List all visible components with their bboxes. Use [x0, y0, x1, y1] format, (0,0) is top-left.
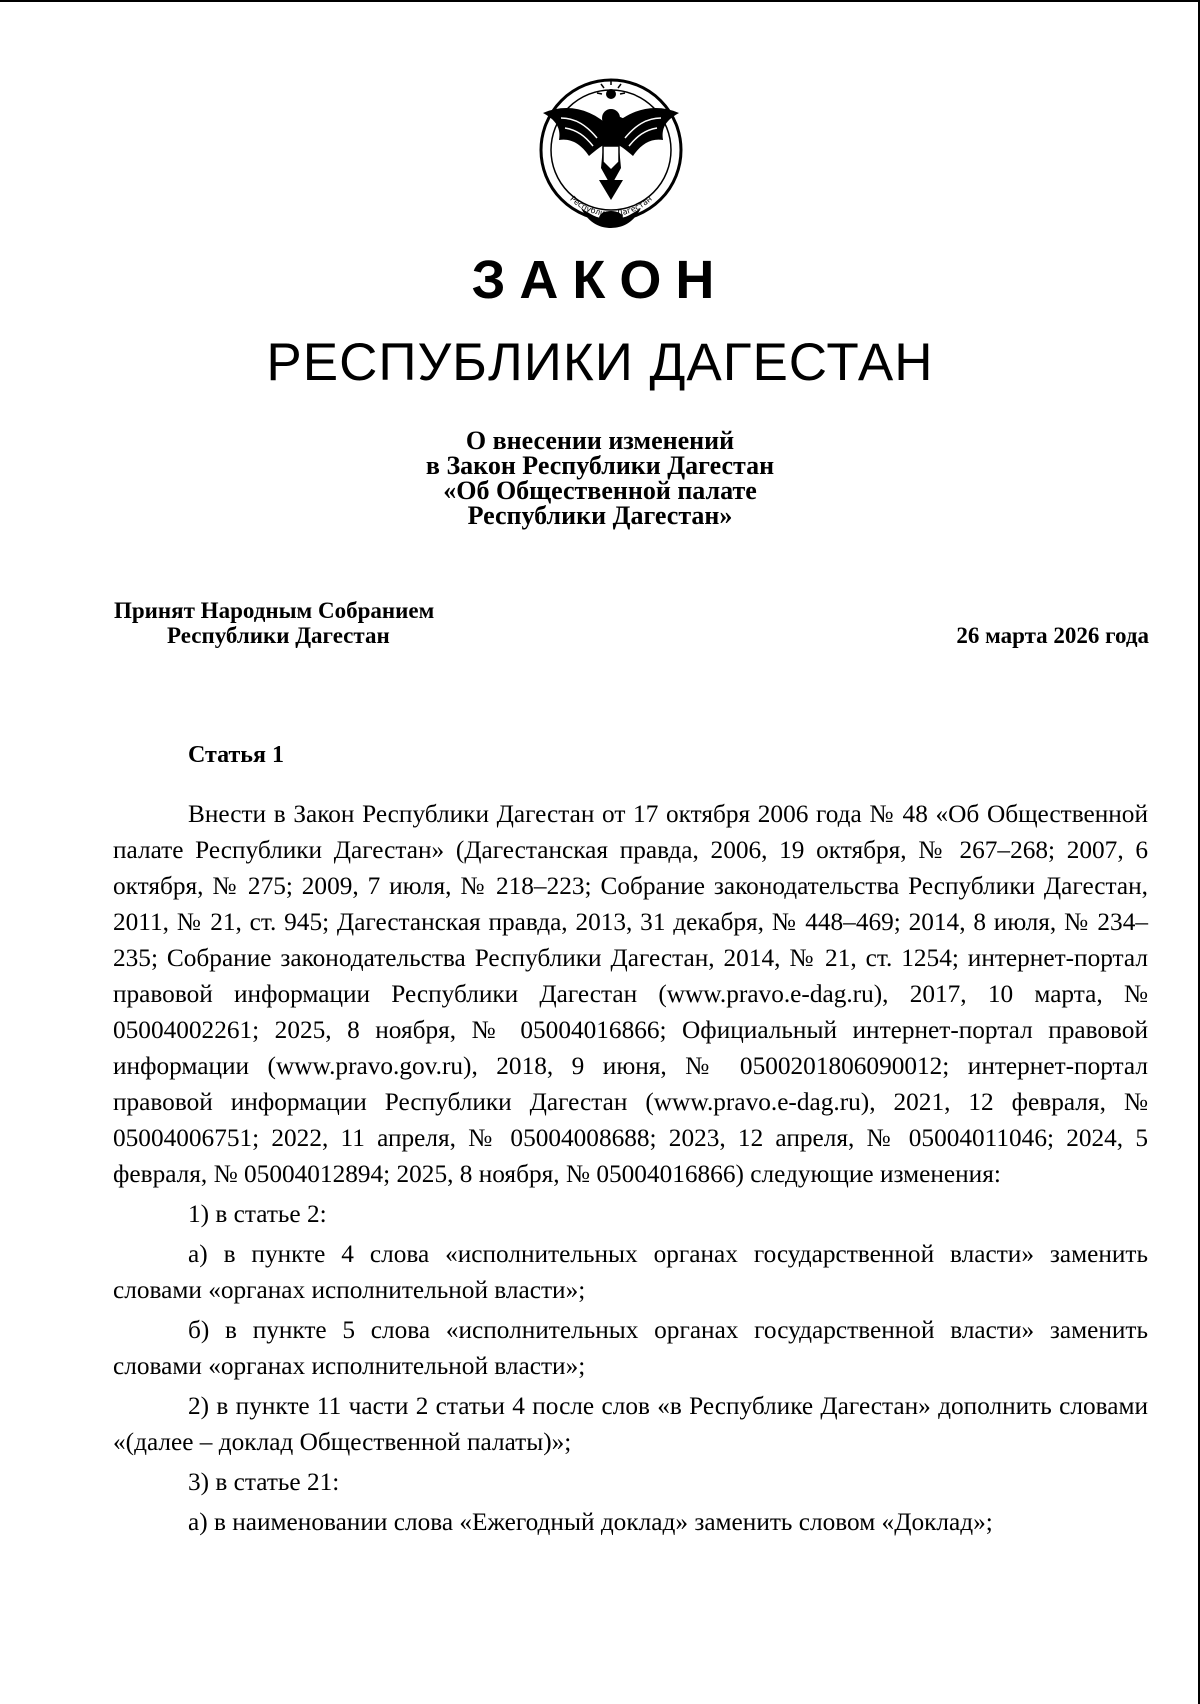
- paragraph: 3) в статье 21:: [188, 1468, 340, 1496]
- law-heading: [300, 428, 900, 528]
- paragraph: 2) в пункте 11 части 2 статьи 4 после слов «в Республике Дагестан» дополнить словами «(далее – доклад Общественной палаты)»;: [113, 1392, 1148, 1456]
- adopted-by: [114, 598, 434, 648]
- adopted-by-line: Принят Народным Собранием: [114, 598, 435, 623]
- paragraph: а) в наименовании слова «Ежегодный доклад» заменить словом «Доклад»;: [188, 1508, 993, 1536]
- paragraph: 1) в статье 2:: [188, 1200, 327, 1228]
- law-subtitle: РЕСПУБЛИКИ ДАГЕСТАН: [266, 333, 934, 392]
- paragraph: Внести в Закон Республики Дагестан от 17 октября 2006 года № 48 «Об Общественной палате Республики Дагестан» (Дагестанская правда, 2006, 19 октября, № 267–268; 2007, 6 октября, № 275; 2009, 7 июля, № 218–223; Собрание законодательства Республики Дагестан, 2011, № 21, ст. 945; Дагестанская правда, 2013, 31 декабря, № 448–469; 2014, 8 июля, № 234–235; Собрание законодательства Республики Дагестан, 2014, № 21, ст. 1254; интернет-портал правовой информации Республики Дагестан (www.pravo.e-dag.ru), 2017, 10 марта, № 05004002261; 2025, 8 ноября, № 05004016866; Официальный интернет-портал правовой информации (www.pravo.gov.ru), 2018, 9 июня, № 0500201806090012; интернет-портал правовой информации Республики Дагестан (www.pravo.e-dag.ru), 2021, 12 февраля, № 05004006751; 2022, 11 апреля, № 05004008688; 2023, 12 апреля, № 05004011046; 2024, 5 февраля, № 05004012894; 2025, 8 ноября, № 05004016866) следующие изменения:: [113, 800, 1148, 1188]
- law-heading-line: О внесении изменений: [465, 426, 735, 455]
- law-heading-line: в Закон Республики Дагестан: [425, 451, 775, 480]
- paragraph: а) в пункте 4 слова «исполнительных органах государственной власти» заменить словами «органах исполнительной власти»;: [113, 1240, 1148, 1304]
- page-border-top: [0, 0, 1200, 2]
- article-body: [113, 796, 1148, 1540]
- law-heading-line: Республики Дагестан»: [467, 501, 733, 530]
- svg-text:Республика Дагестан: Республика Дагестан: [568, 194, 654, 219]
- adoption-date: 26 марта 2026 года: [956, 623, 1149, 648]
- article-title: Статья 1: [188, 742, 284, 768]
- law-heading-line: «Об Общественной палате: [443, 476, 757, 505]
- adopted-by-line: Республики Дагестан: [167, 623, 390, 648]
- law-title: ЗАКОН: [471, 250, 729, 310]
- coat-of-arms-emblem: [521, 68, 701, 238]
- paragraph: б) в пункте 5 слова «исполнительных органах государственной власти» заменить словами «органах исполнительной власти»;: [113, 1316, 1148, 1380]
